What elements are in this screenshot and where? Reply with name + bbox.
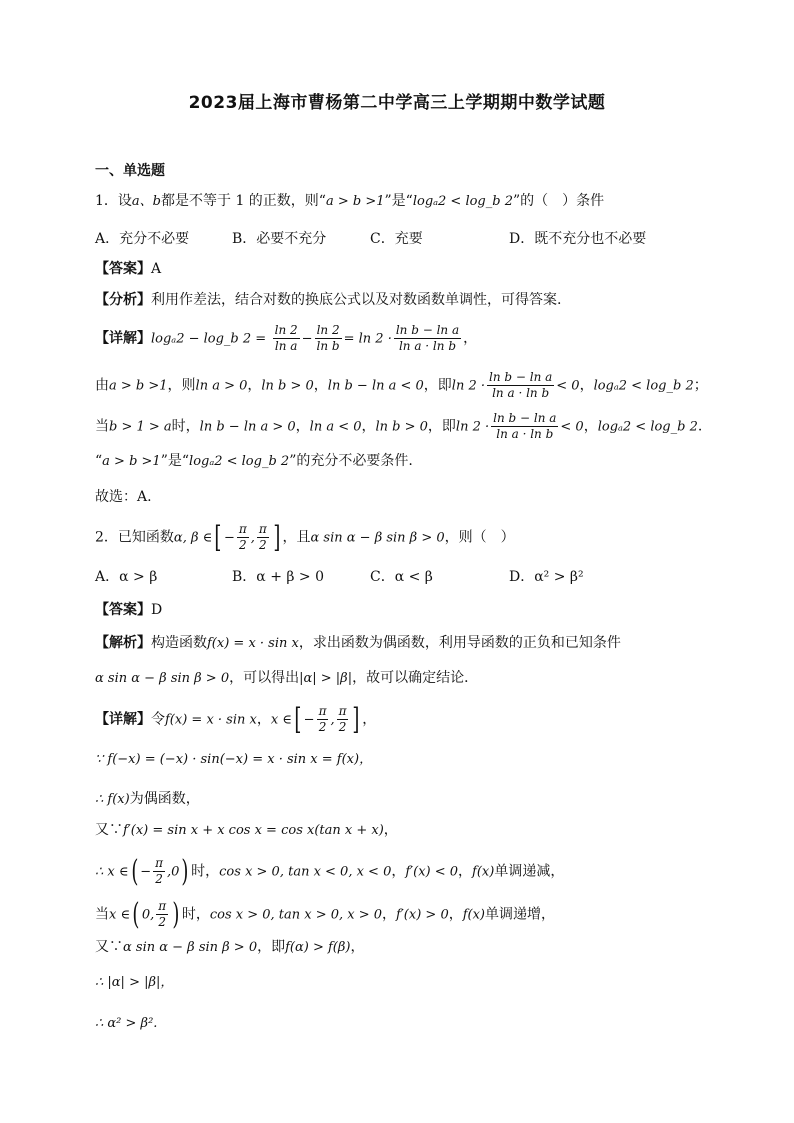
q1-detail-line4: “a > b >1”是“logₐ2 < log_b 2”的充分不必要条件.: [95, 453, 413, 469]
q2-detail-line8: ∴ |α| > |β|，: [95, 975, 174, 990]
q1-choose: 故选：A.: [95, 489, 152, 505]
q1-option-d: D．既不充分也不必要: [509, 231, 647, 247]
q2-option-c: C．α < β: [370, 569, 433, 585]
q2-option-a: A．α > β: [95, 569, 158, 585]
q2-detail-line3: ∴ f(x)为偶函数，: [95, 791, 200, 807]
q1-stem: 1．设a、b都是不等于 1 的正数，则“a > b >1”是“logₐ2 < log_b 2”的（ ）条件: [95, 193, 605, 209]
q2-answer: 【答案】D: [95, 602, 163, 618]
q1-option-b: B．必要不充分: [232, 231, 327, 247]
q2-detail-line2: ∵ f(−x) = (−x) · sin(−x) = x · sin x = f(x)，: [95, 752, 373, 767]
section-heading: 一、单选题: [95, 163, 165, 179]
fraction: $\frac{\text{ln b − ln a}}{\text{ln a · ln b}}$: [395, 323, 460, 353]
q2-option-d: D．α² > β²: [509, 569, 584, 585]
q1-option-a: A．充分不必要: [95, 231, 190, 247]
q1-option-c: C．充要: [370, 231, 423, 247]
q1-detail-line1: 【详解】logₐ2 − log_b 2 = $\frac{\ln 2}{\text{ln a}}$ − $\frac{\ln 2}{\text{ln b}}$ = ln 2 · $\frac{\text{ln b − ln a}}{\text{ln a · ln b}}$ ，: [95, 323, 478, 353]
fraction: $\frac{\text{ln b − ln a}}{\text{ln a · ln b}}$: [488, 370, 553, 400]
q1-analysis: 【分析】利用作差法，结合对数的换底公式以及对数函数单调性，可得答案.: [95, 292, 562, 308]
fraction: $\frac{\ln 2}{\text{ln a}}$: [274, 323, 298, 353]
q1-detail-line2: 由a > b >1，则ln a > 0，ln b > 0，ln b − ln a < 0，即ln 2 · $\frac{\text{ln b − ln a}}{\text{ln a · ln b}}$ < 0，logₐ2 < log_b 2；: [95, 370, 708, 400]
q2-detail-line7: 又∵α sin α − β sin β > 0，即f(α) > f(β)，: [95, 939, 365, 955]
fraction: $\frac{\text{ln b − ln a}}{\text{ln a · ln b}}$: [493, 411, 557, 441]
q1-answer: 【答案】A: [95, 261, 162, 277]
q2-detail-line6: 当x ∈( 0, $\frac{\pi}{2}$ ) 时，cos x > 0, tan x > 0, x > 0，f′(x) > 0，f(x)单调递增，: [95, 896, 556, 932]
q2-detail-line4: 又∵f′(x) = sin x + x cos x = cos x(tan x + x)，: [95, 822, 398, 838]
q2-analysis-line1: 【解析】构造函数f(x) = x · sin x，求出函数为偶函数，利用导函数的正负和已知条件: [95, 635, 621, 651]
q2-option-b: B．α + β > 0: [232, 569, 325, 585]
q2-analysis-line2: α sin α − β sin β > 0，可以得出|α| > |β|，故可以确定结论．: [95, 670, 479, 686]
q1-detail-line3: 当b > 1 > a时，ln b − ln a > 0，ln a < 0，ln b > 0，即ln 2 · $\frac{\text{ln b − ln a}}{\text{ln a · ln b}}$ < 0，logₐ2 < log_b 2.: [95, 411, 703, 441]
page-title: 2023届上海市曹杨第二中学高三上学期期中数学试题: [188, 93, 606, 113]
q2-detail-line5: ∴ x ∈( − $\frac{\pi}{2}$ ,0) 时，cos x > 0, tan x < 0, x < 0，f′(x) < 0，f(x)单调递减，: [95, 853, 565, 889]
q2-detail-line1: 【详解】令f(x) = x · sin x，x ∈[ − $\frac{\pi}{2}$ , $\frac{\pi}{2}$ ] ，: [95, 701, 377, 737]
fraction: $\frac{\ln 2}{\text{ln b}}$: [316, 323, 340, 353]
q2-detail-line9: ∴ α² > β².: [95, 1016, 158, 1031]
q2-stem: 2．已知函数α, β ∈[ − $\frac{\pi}{2}$ , $\frac{\pi}{2}$ ] ，且α sin α − β sin β > 0，则（ ）: [95, 519, 515, 555]
